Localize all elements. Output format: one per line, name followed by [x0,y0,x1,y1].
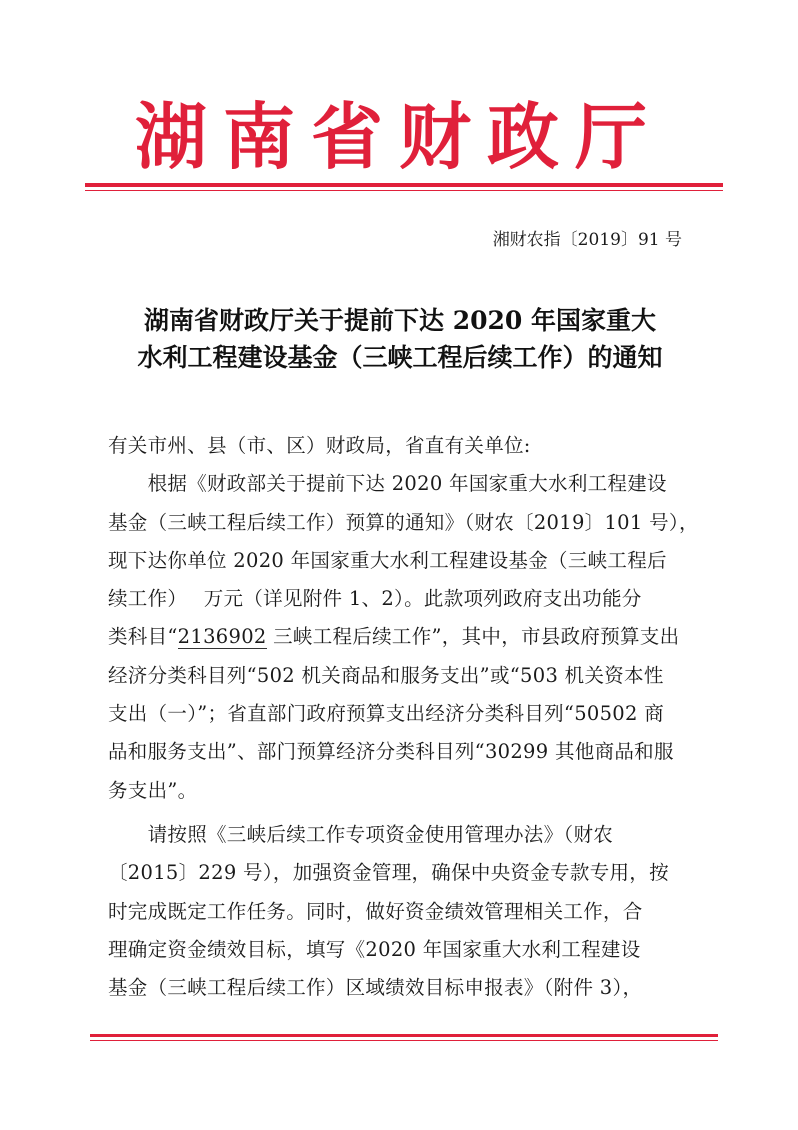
paragraph-line: 务支出”。 [108,778,198,802]
header-red-rule [85,183,723,187]
document-title-line: 湖南省财政厅关于提前下达 2020 年国家重大 [144,306,656,335]
paragraph-line: 品和服务支出”、部门预算经济分类科目列“30299 其他商品和服 [108,740,674,764]
paragraph-line: 现下达你单位 2020 年国家重大水利工程建设基金（三峡工程后 [108,548,667,572]
document-body [108,427,706,1007]
paragraph-line: 根据《财政部关于提前下达 2020 年国家重大水利工程建设 [108,472,667,496]
document-title [90,302,710,376]
paragraph-text: 类科目“ [108,625,178,649]
paragraph-text: 三峡工程后续工作”，其中，市县政府预算支出 [266,625,680,649]
underlined-subject-code: 2136902 [177,625,267,649]
paragraph-line: 支出（一）”；省直部门政府预算支出经济分类科目列“50502 商 [108,702,665,726]
header-red-rule-thin [85,190,723,191]
agency-header-title: 湖南省财政厅 [134,94,663,179]
document-number: 湘财农指〔2019〕91 号 [492,230,682,250]
paragraph-line: 时完成既定工作任务。同时，做好资金绩效管理相关工作，合 [108,899,643,923]
footer-red-rule [90,1034,718,1037]
salutation: 有关市州、县（市、区）财政局，省直有关单位: [108,434,531,457]
paragraph-line: 经济分类科目列“502 机关商品和服务支出”或“503 机关资本性 [108,663,664,687]
paragraph-line: 基金（三峡工程后续工作）区域绩效目标申报表》（附件 3）， [108,976,643,1000]
paragraph-line: 理确定资金绩效目标，填写《2020 年国家重大水利工程建设 [108,937,641,961]
paragraph-line: 基金（三峡工程后续工作）预算的通知》（财农〔2019〕101 号）， [108,510,699,534]
footer-red-rule-thin [90,1040,718,1041]
paragraph-line: 〔2015〕229 号），加强资金管理，确保中央资金专款专用，按 [108,861,669,885]
paragraph-line: 请按照《三峡后续工作专项资金使用管理办法》（财农 [108,822,614,846]
paragraph-line [108,618,706,656]
paragraph-line: 续工作） 万元（详见附件 1、2）。此款项列政府支出功能分 [108,587,642,611]
document-title-line: 水利工程建设基金（三峡工程后续工作）的通知 [137,343,663,372]
